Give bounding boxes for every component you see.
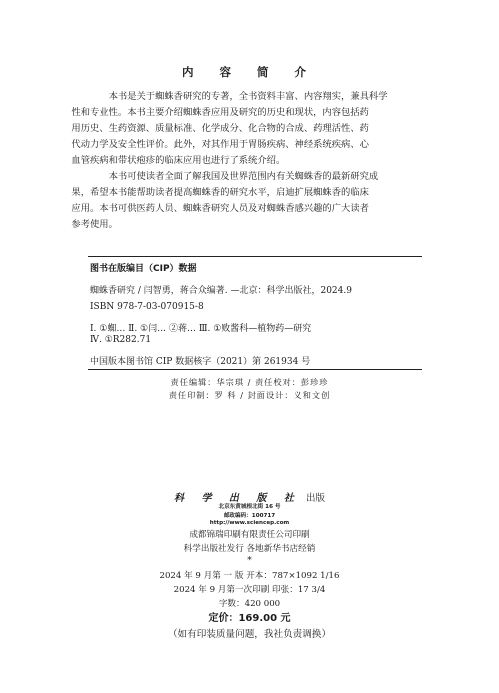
quality-notice: （如有印装质量问题，我社负责调换） (167, 629, 332, 640)
intro-line: 代动力学及安全性评价。此外，对其作用于胃肠疾病、神经系统疾病、心 (71, 139, 369, 150)
price: 定价：169.00 元 (208, 613, 291, 624)
cip-title-line: 蜘蛛香研究 / 闫智勇，蒋合众编著. —北京：科学出版社，2024.9 (90, 286, 352, 296)
cip-class-line-2: Ⅳ. ①R282.71 (90, 335, 152, 345)
intro-line: 本书是关于蜘蛛香研究的专著，全书资料丰富、内容翔实，兼具科学 (108, 91, 388, 102)
intro-line: 果，希望本书能帮助读者提高蜘蛛香的研究水平，启迪扩展蜘蛛香的临床 (71, 187, 369, 198)
intro-line: 本书可使读者全面了解我国及世界范围内有关蜘蛛香的最新研究成 (108, 171, 379, 182)
publisher-name-text: 科 学 出 版 社 (173, 493, 301, 504)
cip-top-rule (88, 256, 422, 257)
intro-line: 血管疾病和带状疱疹的临床应用也进行了系统介绍。 (71, 155, 286, 166)
intro-paragraph-2 (71, 169, 420, 233)
word-count: 字数：420 000 (218, 599, 281, 609)
printer-line: 成都锦瑞印刷有限责任公司印刷 (189, 530, 310, 540)
cip-bottom-rule (88, 369, 422, 370)
publisher-postcode: 邮政编码：100717 (223, 513, 276, 519)
intro-line: 用历史、生药资源、质量标准、化学成分、化合物的合成、药理活性、药 (71, 123, 369, 134)
publisher-name-suffix: 出版 (306, 493, 326, 504)
intro-line: 性和专业性。本书主要介绍蜘蛛香应用及研究的历史和现状，内容包括药 (71, 107, 369, 118)
publisher-website: http://www.sciencep.com (209, 520, 290, 526)
cip-heading: 图书在版编目（CIP）数据 (90, 264, 197, 274)
distributor-line: 科学出版社发行 各地新华书店经销 (183, 544, 316, 554)
intro-line: 参考使用。 (71, 219, 118, 230)
cip-isbn: ISBN 978-7-03-070915-8 (90, 302, 204, 312)
intro-paragraph-1 (71, 89, 420, 169)
section-title: 内 容 简 介 (181, 65, 317, 79)
publisher-address: 北京东黄城根北街 16 号 (218, 504, 281, 510)
cip-class-line-1: Ⅰ. ①蜘… Ⅱ. ①闫… ②蒋… Ⅲ. ①败酱科—植物药—研究 (90, 324, 312, 334)
cip-record: 中国版本图书馆 CIP 数据核字（2021）第 261934 号 (90, 357, 311, 367)
printing-line: 2024 年 9 月第一次印刷 印张：17 3/4 (173, 585, 326, 595)
edition-line: 2024 年 9 月第 一 版 开本：787×1092 1/16 (159, 571, 340, 581)
separator-star: * (247, 556, 252, 566)
editors-line-1: 责任编辑：华宗琪 / 责任校对：彭珍珍 (170, 377, 329, 387)
intro-line: 应用。本书可供医药人员、蜘蛛香研究人员及对蜘蛛香感兴趣的广大读者 (71, 203, 369, 214)
editors-line-2: 责任印制：罗 科 / 封面设计：义和文创 (168, 390, 331, 400)
intro-text (71, 89, 420, 233)
